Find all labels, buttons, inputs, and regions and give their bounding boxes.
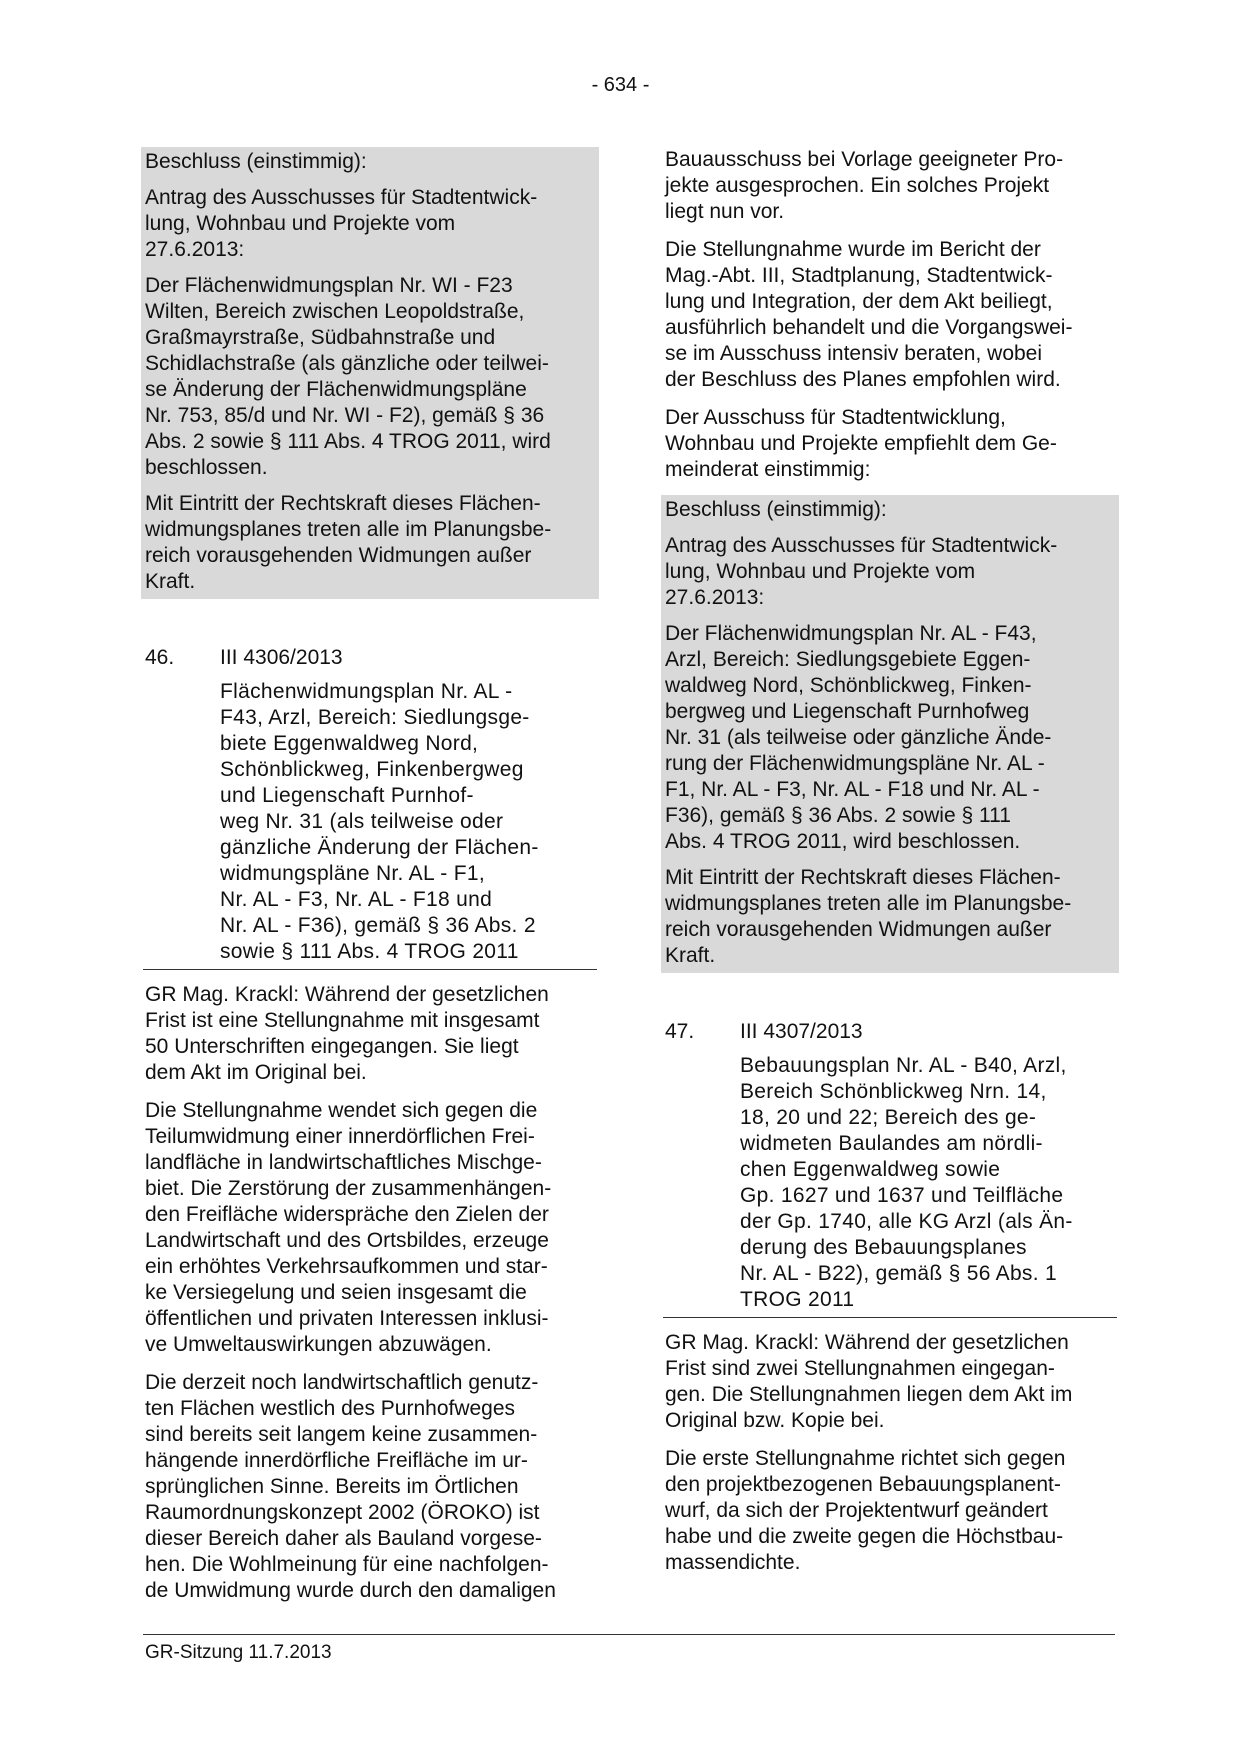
resolution-box-al-f43: [661, 495, 1119, 973]
paragraph: Der Ausschuss für Stadtentwicklung, Wohnbau und Projekte empfiehlt dem Ge- meinderat einstimmig:: [665, 406, 1057, 481]
resolution-heading: Beschluss (einstimmig):: [665, 498, 887, 521]
resolution-heading: Beschluss (einstimmig):: [145, 150, 367, 173]
agenda-item-47-header: [665, 1019, 1115, 1045]
resolution-box-wi-f23: [141, 147, 599, 599]
footer-divider: [143, 1634, 1115, 1635]
left-column: [145, 147, 595, 1616]
agenda-item-reference: III 4307/2013: [740, 1020, 863, 1043]
resolution-antrag: Antrag des Ausschusses für Stadtentwick- lung, Wohnbau und Projekte vom 27.6.2013:: [665, 534, 1058, 609]
paragraph: GR Mag. Krackl: Während der gesetzlichen Frist ist eine Stellungnahme mit insgesamt 50 Unterschriften eingegangen. Sie liegt dem Akt im Original bei.: [145, 983, 549, 1084]
paragraph: Die Stellungnahme wendet sich gegen die Teilumwidmung einer innerdörflichen Frei- landfläche in landwirtschaftliches Mischge- biet. Die Zerstörung der zusammenhängen- den Freifläche widerspräche den Zielen der Landwirtschaft und des Ortsbildes, erzeuge ein erhöhtes Verkehrsaufkommen und star- ke Versiegelung und seien insgesamt die öffentlichen und privaten Interessen inklusi- ve Umweltauswirkungen abzuwägen.: [145, 1099, 552, 1356]
agenda-item-title: Bebauungsplan Nr. AL - B40, Arzl, Bereich Schönblickweg Nrn. 14, 18, 20 und 22; Bereich des ge- widmeten Baulandes am nördli- chen Eggenwaldweg sowie Gp. 1627 und 1637 und Teilfläche der Gp. 1740, alle KG Arzl (als Än- derung des Bebauungsplanes Nr. AL - B22), gemäß § 56 Abs. 1 TROG 2011: [740, 1054, 1073, 1311]
agenda-item-46-header: [145, 645, 595, 671]
agenda-item-title: Flächenwidmungsplan Nr. AL - F43, Arzl, Bereich: Siedlungsge- biete Eggenwaldweg Nord, Schönblickweg, Finkenbergweg und Liegenschaft Purnhof- weg Nr. 31 (als teilweise oder gänzliche Änderung der Flächen- widmungspläne Nr. AL - F1, Nr. AL - F3, Nr. AL - F18 und Nr. AL - F36), gemäß § 36 Abs. 2 sowie § 111 Abs. 4 TROG 2011: [220, 680, 539, 963]
resolution-antrag: Antrag des Ausschusses für Stadtentwick- lung, Wohnbau und Projekte vom 27.6.2013:: [145, 186, 538, 261]
resolution-closing: Mit Eintritt der Rechtskraft dieses Flächen- widmungsplanes treten alle im Planungsbe- reich vorausgehenden Widmungen außer Kraft.: [665, 866, 1072, 967]
agenda-item-reference: III 4306/2013: [220, 646, 343, 669]
resolution-closing: Mit Eintritt der Rechtskraft dieses Flächen- widmungsplanes treten alle im Planungsbe- reich vorausgehenden Widmungen außer Kraft.: [145, 492, 552, 593]
paragraph: GR Mag. Krackl: Während der gesetzlichen Frist sind zwei Stellungnahmen eingegan- gen. Die Stellungnahmen liegen dem Akt im Original bzw. Kopie bei.: [665, 1331, 1073, 1432]
divider: [143, 969, 597, 970]
paragraph: Die Stellungnahme wurde im Bericht der Mag.-Abt. III, Stadtplanung, Stadtentwick- lung und Integration, der dem Akt beiliegt, ausführlich behandelt und die Vorgangswei- se im Ausschuss intensiv beraten, wobei der Beschluss des Planes empfohlen wird.: [665, 238, 1073, 391]
divider: [663, 1317, 1117, 1318]
paragraph: Bauausschuss bei Vorlage geeigneter Pro- jekte ausgesprochen. Ein solches Projekt liegt nun vor.: [665, 148, 1064, 223]
footer-session-date: GR-Sitzung 11.7.2013: [145, 1642, 332, 1663]
resolution-body: Der Flächenwidmungsplan Nr. WI - F23 Wilten, Bereich zwischen Leopoldstraße, Graßmayrstraße, Südbahnstraße und Schidlachstraße (als gänzliche oder teilwei- se Änderung der Flächenwidmungspläne Nr. 753, 85/d und Nr. WI - F2), gemäß § 36 Abs. 2 sowie § 111 Abs. 4 TROG 2011, wird beschlossen.: [145, 274, 551, 479]
agenda-item-number: 47.: [665, 1020, 695, 1043]
page-number: - 634 -: [591, 74, 650, 96]
agenda-item-number: 46.: [145, 646, 175, 669]
resolution-body: Der Flächenwidmungsplan Nr. AL - F43, Arzl, Bereich: Siedlungsgebiete Eggen- waldweg Nord, Schönblickweg, Finken- bergweg und Liegenschaft Purnhofweg Nr. 31 (als teilweise oder gänzliche Ände- rung der Flächenwidmungspläne Nr. AL - F1, Nr. AL - F3, Nr. AL - F18 und Nr. AL - F36), gemäß § 36 Abs. 2 sowie § 111 Abs. 4 TROG 2011, wird beschlossen.: [665, 622, 1052, 853]
paragraph: Die derzeit noch landwirtschaftlich genutz- ten Flächen westlich des Purnhofweges sind bereits seit langem keine zusammen- hängende innerdörfliche Freifläche im ur- sprünglichen Sinne. Bereits im Örtlichen Raumordnungskonzept 2002 (ÖROKO) ist dieser Bereich daher als Bauland vorgese- hen. Die Wohlmeinung für eine nachfolgen- de Umwidmung wurde durch den damaligen: [145, 1371, 556, 1602]
paragraph: Die erste Stellungnahme richtet sich gegen den projektbezogenen Bebauungsplanent- wurf, da sich der Projektentwurf geändert habe und die zweite gegen die Höchstbau- massendichte.: [665, 1447, 1066, 1574]
right-column: [665, 147, 1115, 1588]
